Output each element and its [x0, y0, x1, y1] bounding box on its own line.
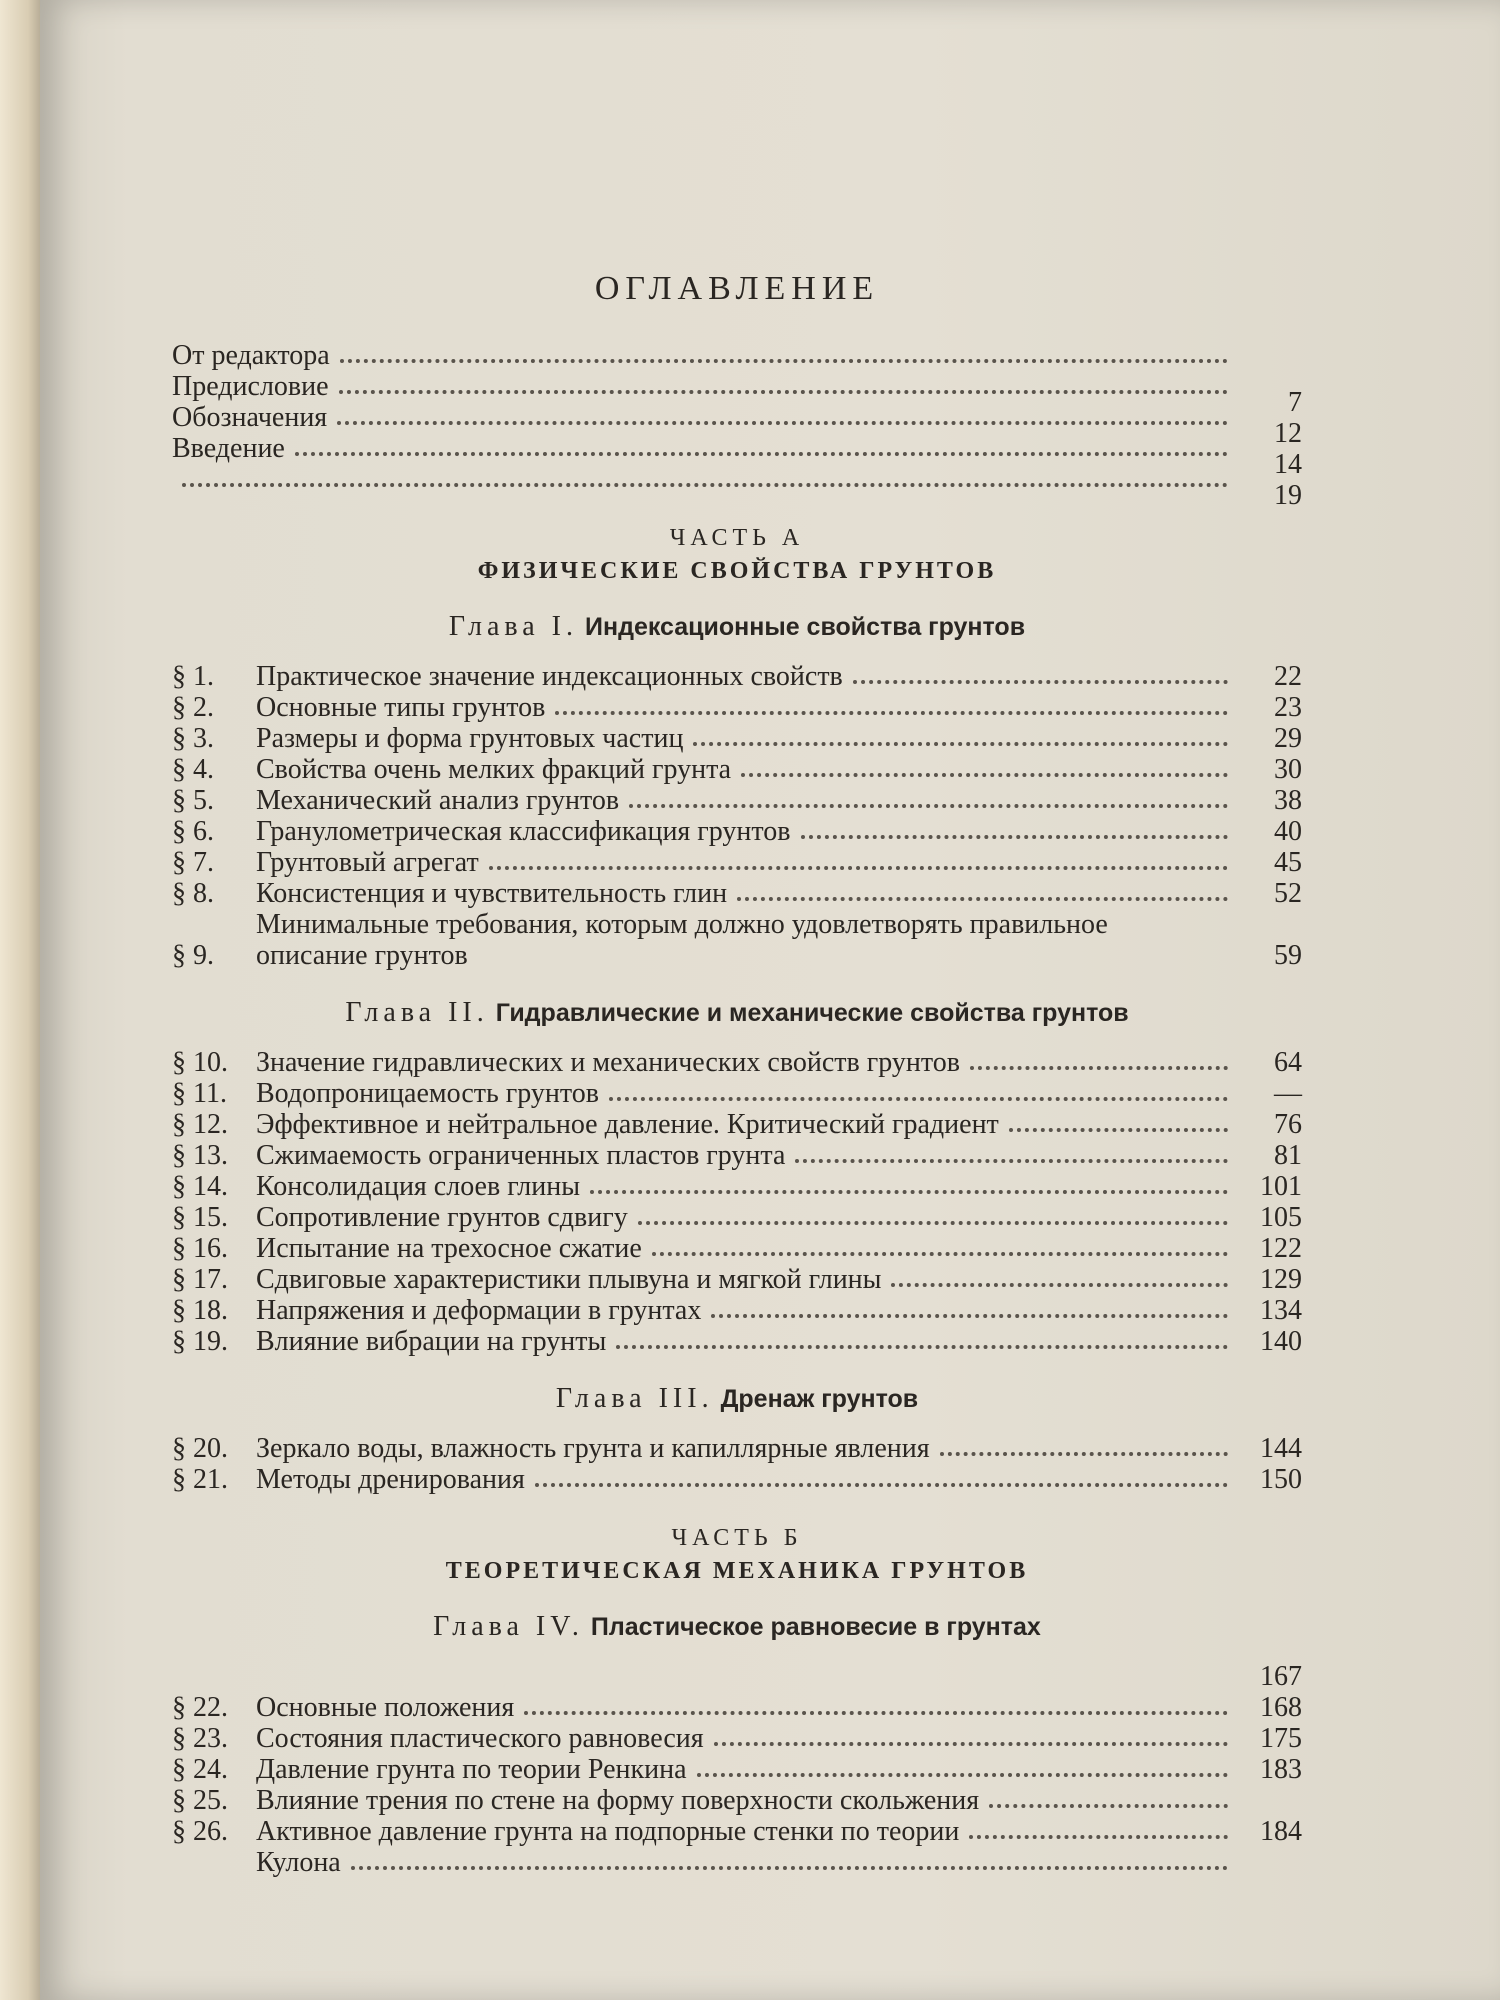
- section-number: § 22.: [172, 1692, 228, 1723]
- page-number: 129: [1260, 1264, 1302, 1295]
- toc-entry-label: Влияние вибрации на грунты: [256, 1326, 607, 1357]
- section-number: § 4.: [172, 754, 214, 785]
- section-number: § 13.: [172, 1140, 228, 1171]
- dot-leader: [711, 1313, 1228, 1318]
- toc-entry-label: Значение гидравлических и механических свойств грунтов: [256, 1047, 960, 1078]
- toc-entry-label: Сдвиговые характеристики плывуна и мягкой глины: [256, 1264, 882, 1295]
- toc-entry-label: Испытание на трехосное сжатие: [256, 1233, 642, 1264]
- chapter-3-items: [172, 1433, 1302, 1495]
- section-number: § 18.: [172, 1295, 228, 1326]
- section-number: § 8.: [172, 878, 214, 909]
- chapter-1-word: Глава I.: [448, 611, 578, 642]
- page-number: 150: [1260, 1464, 1302, 1495]
- toc-entry-label: Активное давление грунта на подпорные стенки по теории: [256, 1816, 960, 1847]
- toc-entry-label: Обозначения: [172, 402, 328, 433]
- toc-entry[interactable]: [172, 785, 1302, 816]
- page-number: 7: [1288, 387, 1302, 418]
- toc-entry-label: Практическое значение индексационных свойств: [256, 661, 843, 692]
- toc-entry-label: Размеры и форма грунтовых частиц: [256, 723, 684, 754]
- section-number: § 6.: [172, 816, 214, 847]
- toc-entry[interactable]: [172, 1109, 1302, 1140]
- toc-entry[interactable]: [172, 1785, 1302, 1816]
- front-matter: [172, 340, 1302, 511]
- toc-entry[interactable]: [172, 1816, 1302, 1847]
- section-number: § 21.: [172, 1464, 228, 1495]
- part-a-title: ФИЗИЧЕСКИЕ СВОЙСТВА ГРУНТОВ: [477, 558, 997, 584]
- page-number: 184: [1260, 1816, 1302, 1847]
- chapter-2-title: Гидравлические и механические свойства грунтов: [495, 999, 1129, 1027]
- page-number: 29: [1274, 723, 1302, 754]
- toc-entry-label: Механический анализ грунтов: [256, 785, 620, 816]
- dot-leader: [795, 1158, 1228, 1163]
- chapter-1-items: [172, 661, 1302, 971]
- page-number: 168: [1260, 1692, 1302, 1723]
- toc-entry[interactable]: [172, 1326, 1302, 1357]
- section-number: § 15.: [172, 1202, 228, 1233]
- toc-entry-label: Основные положения: [256, 1692, 515, 1723]
- chapter-1-heading: [172, 611, 1302, 643]
- dot-leader: [340, 358, 1228, 363]
- section-number: § 11.: [172, 1078, 227, 1109]
- dot-leader: [524, 1710, 1228, 1715]
- toc-entry[interactable]: [172, 1754, 1302, 1785]
- toc-entry-label: Грунтовый агрегат: [256, 847, 479, 878]
- part-b-title: ТЕОРЕТИЧЕСКАЯ МЕХАНИКА ГРУНТОВ: [445, 1558, 1029, 1584]
- page-number: 52: [1274, 878, 1302, 909]
- dot-leader: [535, 1482, 1228, 1487]
- page-number: 175: [1260, 1723, 1302, 1754]
- section-number: § 17.: [172, 1264, 228, 1295]
- chapter-3-title: Дренаж грунтов: [720, 1385, 919, 1413]
- toc-entry[interactable]: [172, 1464, 1302, 1495]
- toc-entry[interactable]: [172, 433, 1302, 480]
- dot-leader: [741, 772, 1228, 777]
- toc-entry-label: Водопроницаемость грунтов: [256, 1078, 599, 1109]
- toc-entry[interactable]: [172, 1433, 1302, 1464]
- toc-entry[interactable]: [172, 847, 1302, 878]
- page-number: 101: [1260, 1171, 1302, 1202]
- page-number: 30: [1274, 754, 1302, 785]
- toc-entry[interactable]: [172, 754, 1302, 785]
- table-of-contents: [172, 270, 1302, 1904]
- page-number: 144: [1260, 1433, 1302, 1464]
- dot-leader: [891, 1282, 1228, 1287]
- toc-title: ОГЛАВЛЕНИЕ: [594, 270, 880, 307]
- chapter-4-word: Глава IV.: [433, 1611, 584, 1642]
- toc-entry-label: Зеркало воды, влажность грунта и капиллярные явления: [256, 1433, 930, 1464]
- toc-entry[interactable]: [172, 1202, 1302, 1233]
- part-a-label: ЧАСТЬ А: [669, 525, 805, 551]
- toc-entry-label: Состояния пластического равновесия: [256, 1723, 704, 1754]
- dot-leader: [737, 896, 1228, 901]
- toc-entry-label: Консистенция и чувствительность глин: [256, 878, 728, 909]
- toc-entry-label: Гранулометрическая классификация грунтов: [256, 816, 791, 847]
- page-number: 59: [1274, 940, 1302, 971]
- page-number: 14: [1274, 449, 1302, 480]
- section-number: § 5.: [172, 785, 214, 816]
- toc-entry-label: Консолидация слоев глины: [256, 1171, 581, 1202]
- chapter-1-title: Индексационные свойства грунтов: [585, 613, 1026, 641]
- toc-entry-label: От редактора: [172, 340, 330, 371]
- dot-leader: [940, 1451, 1228, 1456]
- page-number: 64: [1274, 1047, 1302, 1078]
- toc-entry[interactable]: [172, 878, 1302, 909]
- section-number: § 24.: [172, 1754, 228, 1785]
- dot-leader: [638, 1220, 1228, 1225]
- toc-entry-label: Давление грунта по теории Ренкина: [256, 1754, 687, 1785]
- chapter-4-heading: [172, 1611, 1302, 1643]
- section-number: § 20.: [172, 1433, 228, 1464]
- toc-entry-label: Эффективное и нейтральное давление. Критический градиент: [256, 1109, 999, 1140]
- chapter-2-items: [172, 1047, 1302, 1357]
- toc-entry-label: Свойства очень мелких фракций грунта: [256, 754, 732, 785]
- page-number: —: [1274, 1078, 1302, 1109]
- page-number: 76: [1274, 1109, 1302, 1140]
- page-number: 22: [1274, 661, 1302, 692]
- toc-entry-label: Напряжения и деформации в грунтах: [256, 1295, 702, 1326]
- section-number: § 19.: [172, 1326, 228, 1357]
- dot-leader: [489, 865, 1228, 870]
- dot-leader: [801, 834, 1229, 839]
- section-number: § 9.: [172, 940, 214, 971]
- dot-leader: [989, 1803, 1228, 1808]
- toc-entry[interactable]: [172, 1692, 1302, 1723]
- page-number: 105: [1260, 1202, 1302, 1233]
- toc-entry[interactable]: [172, 661, 1302, 692]
- section-number: § 12.: [172, 1109, 228, 1140]
- book-spine: [0, 0, 40, 2000]
- page-number: 38: [1274, 785, 1302, 816]
- dot-leader: [609, 1096, 1228, 1101]
- part-b-label: ЧАСТЬ Б: [671, 1525, 803, 1551]
- page-number: 140: [1260, 1326, 1302, 1357]
- dot-leader: [693, 741, 1228, 746]
- dot-leader: [652, 1251, 1228, 1256]
- dot-leader: [1009, 1127, 1228, 1132]
- toc-entry[interactable]: [172, 723, 1302, 754]
- dot-leader: [182, 482, 1228, 487]
- page-number: 12: [1274, 418, 1302, 449]
- section-number: § 3.: [172, 723, 214, 754]
- toc-entry[interactable]: [172, 1047, 1302, 1078]
- section-number: § 16.: [172, 1233, 228, 1264]
- toc-entry[interactable]: [172, 1233, 1302, 1264]
- toc-entry[interactable]: [172, 1078, 1302, 1109]
- section-number: § 25.: [172, 1785, 228, 1816]
- toc-entry-label: Предисловие: [172, 371, 329, 402]
- dot-leader: [629, 803, 1228, 808]
- toc-entry[interactable]: [172, 1264, 1302, 1295]
- dot-leader: [853, 679, 1228, 684]
- section-number: § 1.: [172, 661, 214, 692]
- page-number: 45: [1274, 847, 1302, 878]
- page-number: 40: [1274, 816, 1302, 847]
- chapter-2-word: Глава II.: [345, 997, 489, 1028]
- toc-entry-label: Кулона: [256, 1847, 341, 1878]
- toc-entry[interactable]: [172, 340, 1302, 371]
- dot-leader: [616, 1344, 1228, 1349]
- dot-leader: [714, 1741, 1228, 1746]
- page-number: 183: [1260, 1754, 1302, 1785]
- toc-entry-label: Методы дренирования: [256, 1464, 525, 1495]
- toc-entry-label: Основные типы грунтов: [256, 692, 546, 723]
- toc-entry-label: Сжимаемость ограниченных пластов грунта: [256, 1140, 786, 1171]
- chapter-3-word: Глава III.: [555, 1383, 714, 1414]
- section-number: § 26.: [172, 1816, 228, 1847]
- section-number: § 14.: [172, 1171, 228, 1202]
- page-number: 23: [1274, 692, 1302, 723]
- dot-leader: [590, 1189, 1228, 1194]
- toc-entry[interactable]: [172, 1171, 1302, 1202]
- dot-leader: [970, 1065, 1228, 1070]
- toc-entry[interactable]: [172, 1295, 1302, 1326]
- chapter-4-lead-page: 167: [1260, 1661, 1302, 1692]
- dot-leader: [295, 451, 1228, 456]
- page-number: 81: [1274, 1140, 1302, 1171]
- dot-leader: [337, 420, 1228, 425]
- book-page: [40, 0, 1500, 2000]
- dot-leader: [555, 710, 1228, 715]
- toc-entry[interactable]: [172, 464, 1302, 511]
- toc-entry[interactable]: [172, 1723, 1302, 1754]
- chapter-4-items: [172, 1692, 1302, 1878]
- toc-entry[interactable]: [172, 1140, 1302, 1171]
- toc-entry[interactable]: [172, 692, 1302, 723]
- dot-leader: [697, 1772, 1228, 1777]
- page-number: 19: [1274, 480, 1302, 511]
- toc-entry[interactable]: [172, 1847, 1302, 1878]
- page-number: 134: [1260, 1295, 1302, 1326]
- dot-leader: [339, 389, 1228, 394]
- page-number: 122: [1260, 1233, 1302, 1264]
- toc-entry-label: Минимальные требования, которым должно удовлетворять правильное описание грунтов: [256, 909, 1108, 971]
- chapter-2-heading: [172, 997, 1302, 1029]
- toc-entry[interactable]: [172, 816, 1302, 847]
- toc-entry-label: Сопротивление грунтов сдвигу: [256, 1202, 628, 1233]
- toc-entry-label: Влияние трения по стене на форму поверхности скольжения: [256, 1785, 980, 1816]
- toc-entry[interactable]: [172, 909, 1302, 971]
- section-number: § 23.: [172, 1723, 228, 1754]
- chapter-3-heading: [172, 1383, 1302, 1415]
- section-number: § 10.: [172, 1047, 228, 1078]
- toc-entry-label: Введение: [172, 433, 285, 464]
- section-number: § 7.: [172, 847, 214, 878]
- dot-leader: [351, 1865, 1228, 1870]
- chapter-4-title: Пластическое равновесие в грунтах: [590, 1613, 1041, 1641]
- section-number: § 2.: [172, 692, 214, 723]
- dot-leader: [969, 1834, 1228, 1839]
